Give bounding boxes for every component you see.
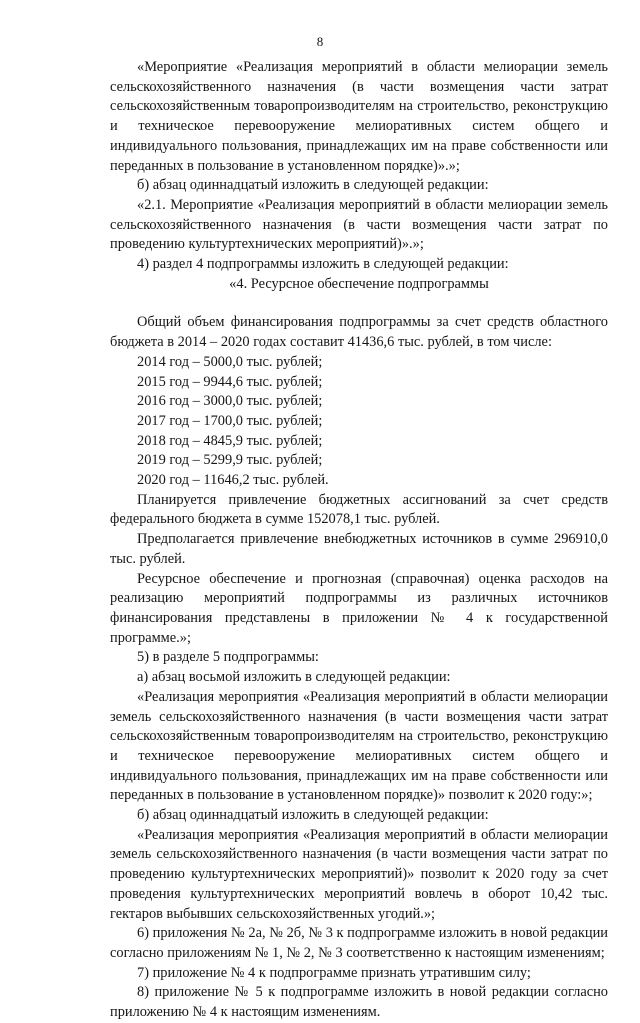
- funding-year-line: 2020 год – 11646,2 тыс. рублей.: [137, 472, 329, 489]
- paragraph: 8) приложение № 5 к подпрограмме изложить в новой редакции согласно приложению № 4 к настоящим изменениям.: [110, 984, 608, 1021]
- paragraph: 7) приложение № 4 к подпрограмме признать утратившим силу;: [137, 964, 531, 981]
- paragraph: 5) в разделе 5 подпрограммы:: [137, 649, 319, 666]
- paragraph: «Мероприятие «Реализация мероприятий в области мелиорации земель сельскохозяйственного назначения (в части возмещения части затрат сельскохозяйственным товаропроизводителям на строительство, реконструкцию и техническое перевооружение мелиоративных систем общего и индивидуального пользования, принадлежащих им на праве собственности или переданных в пользование в установленном порядке)».»;: [110, 59, 608, 174]
- paragraph: «2.1. Мероприятие «Реализация мероприятий в области мелиорации земель сельскохозяйственного назначения (в части возмещения части затрат по проведению культуртехнических мероприятий)».»;: [110, 196, 608, 253]
- funding-year-line: 2014 год – 5000,0 тыс. рублей;: [137, 353, 323, 370]
- page-number: 8: [316, 34, 324, 49]
- funding-year-line: 2019 год – 5299,9 тыс. рублей;: [137, 452, 323, 469]
- paragraph: б) абзац одиннадцатый изложить в следующей редакции:: [137, 807, 489, 824]
- section-heading: «4. Ресурсное обеспечение подпрограммы: [229, 275, 489, 292]
- paragraph: Планируется привлечение бюджетных ассигнований за счет средств федерального бюджета в сумме 152078,1 тыс. рублей.: [110, 491, 608, 528]
- funding-year-line: 2016 год – 3000,0 тыс. рублей;: [137, 393, 323, 410]
- paragraph: Ресурсное обеспечение и прогнозная (справочная) оценка расходов на реализацию мероприятий подпрограммы из различных источников финансирования представлены в приложении № 4 к государственной программе.»;: [110, 570, 608, 646]
- funding-year-line: 2018 год – 4845,9 тыс. рублей;: [137, 432, 323, 449]
- paragraph: «Реализация мероприятия «Реализация мероприятий в области мелиорации земель сельскохозяйственного назначения (в части возмещения части затрат сельскохозяйственным товаропроизводителям на строительство, реконструкцию и техническое перевооружение мелиоративных систем общего и индивидуального пользования, принадлежащих им на праве собственности или переданных в пользование в установленном порядке)» позволит к 2020 году:»;: [110, 688, 608, 804]
- paragraph: а) абзац восьмой изложить в следующей редакции:: [137, 669, 451, 686]
- funding-year-line: 2015 год – 9944,6 тыс. рублей;: [137, 373, 323, 390]
- paragraph: Общий объем финансирования подпрограммы за счет средств областного бюджета в 2014 – 2020 годах составит 41436,6 тыс. рублей, в том числе:: [110, 314, 608, 351]
- paragraph: 6) приложения № 2а, № 2б, № 3 к подпрограмме изложить в новой редакции согласно приложениям № 1, № 2, № 3 соответственно к настоящим изменениям;: [110, 925, 608, 961]
- paragraph: 4) раздел 4 подпрограммы изложить в следующей редакции:: [137, 256, 509, 273]
- paragraph: б) абзац одиннадцатый изложить в следующей редакции:: [137, 177, 489, 194]
- paragraph: Предполагается привлечение внебюджетных источников в сумме 296910,0 тыс. рублей.: [110, 531, 608, 567]
- paragraph: «Реализация мероприятия «Реализация мероприятий в области мелиорации земель сельскохозяйственного назначения (в части возмещения части затрат по проведению культуртехнических мероприятий)» позволит к 2020 году за счет проведения культуртехнических мероприятий вовлечь в оборот 10,42 тыс. гектаров выбывших сельскохозяйственных угодий.»;: [110, 826, 608, 922]
- document-body: [110, 58, 608, 1023]
- funding-year-line: 2017 год – 1700,0 тыс. рублей;: [137, 412, 323, 429]
